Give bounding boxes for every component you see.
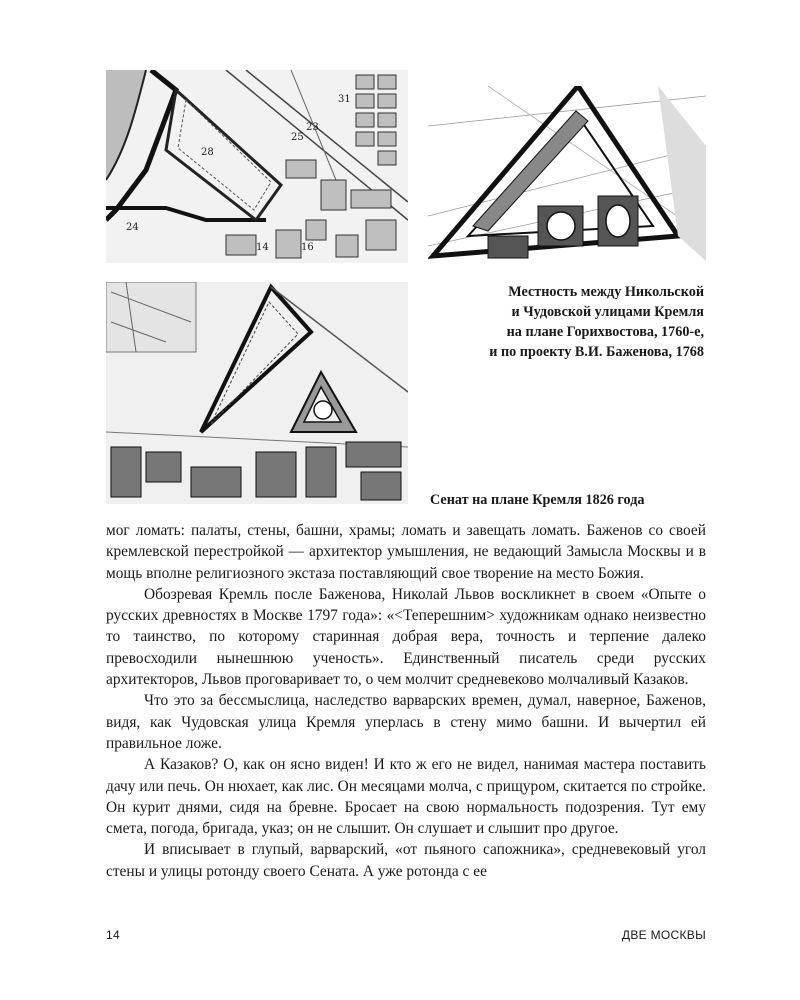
map-label: 31 — [338, 94, 351, 105]
body-text — [106, 520, 706, 882]
map-label: 28 — [201, 147, 214, 158]
paragraph: А Казаков? О, как он ясно виден! И кто ж его не видел, нанимая мастера поставить дачу или печь. Он нюхает, как лис. Он месяцами молча, с прищуром, скитается по стройке. Он курит днями, сидя на бревне. Бросает на свою нормальность подозрения. Тут ему смета, погода, бригада, указ; он не слышит. Он слушает и слышит про другое. — [106, 756, 706, 838]
paragraph: мог ломать: палаты, стены, башни, храмы; ломать и завещать ломать. Баженов со своей кремлевской перестройкой — архитектор умышления, не ведающий Замысла Москвы и в мощь вполне религиозного экстаза поставляющий свое творение на место Божия. — [106, 522, 706, 582]
map-label: 25 — [291, 132, 304, 143]
plan-gorikhvostov-image — [106, 70, 408, 263]
caption-line: Местность между Никольской — [508, 284, 704, 300]
paragraph: И вписывает в глупый, варварский, «от пьяного сапожника», средневековый угол стены и улицы ротонду своего Сената. А уже ротонда с ее — [106, 841, 706, 880]
paragraph: Обозревая Кремль после Баженова, Николай Львов воскликнет в своем «Опыте о русских древностях в Москве 1797 года»: «<Теперешним> художникам однако неизвестно то таинство, по которому старинная добрая вера, точность и терпение далеко превосходили нынешнюю ученость». Единственный писатель среди русских архитекторов, Львов проговаривает то, о чем молчит средневеково молчаливый Казаков. — [106, 585, 706, 689]
map-label: 14 — [256, 242, 269, 253]
caption-line: и Чудовской улицами Кремля — [511, 304, 704, 320]
figure-caption-senate: Сенат на плане Кремля 1826 года — [430, 492, 645, 508]
running-head: ДВЕ МОСКВЫ — [621, 928, 706, 942]
caption-line: на плане Горихвостова, 1760-е, — [506, 324, 704, 340]
map-label: 24 — [126, 222, 139, 233]
map-label: 23 — [306, 122, 319, 133]
paragraph: Что это за бессмыслица, наследство варварских времен, думал, наверное, Баженов, видя, как Чудовская улица Кремля уперлась в стену мимо башни. И вычертил ей правильное ложе. — [106, 692, 706, 752]
caption-line: и по проекту В.И. Баженова, 1768 — [489, 344, 704, 360]
map-label: 16 — [301, 242, 314, 253]
figure-caption-kremlin-area — [424, 282, 704, 362]
page-number: 14 — [106, 928, 120, 942]
plan-bazhenov-image — [428, 86, 706, 261]
plan-1826-image — [106, 282, 408, 504]
